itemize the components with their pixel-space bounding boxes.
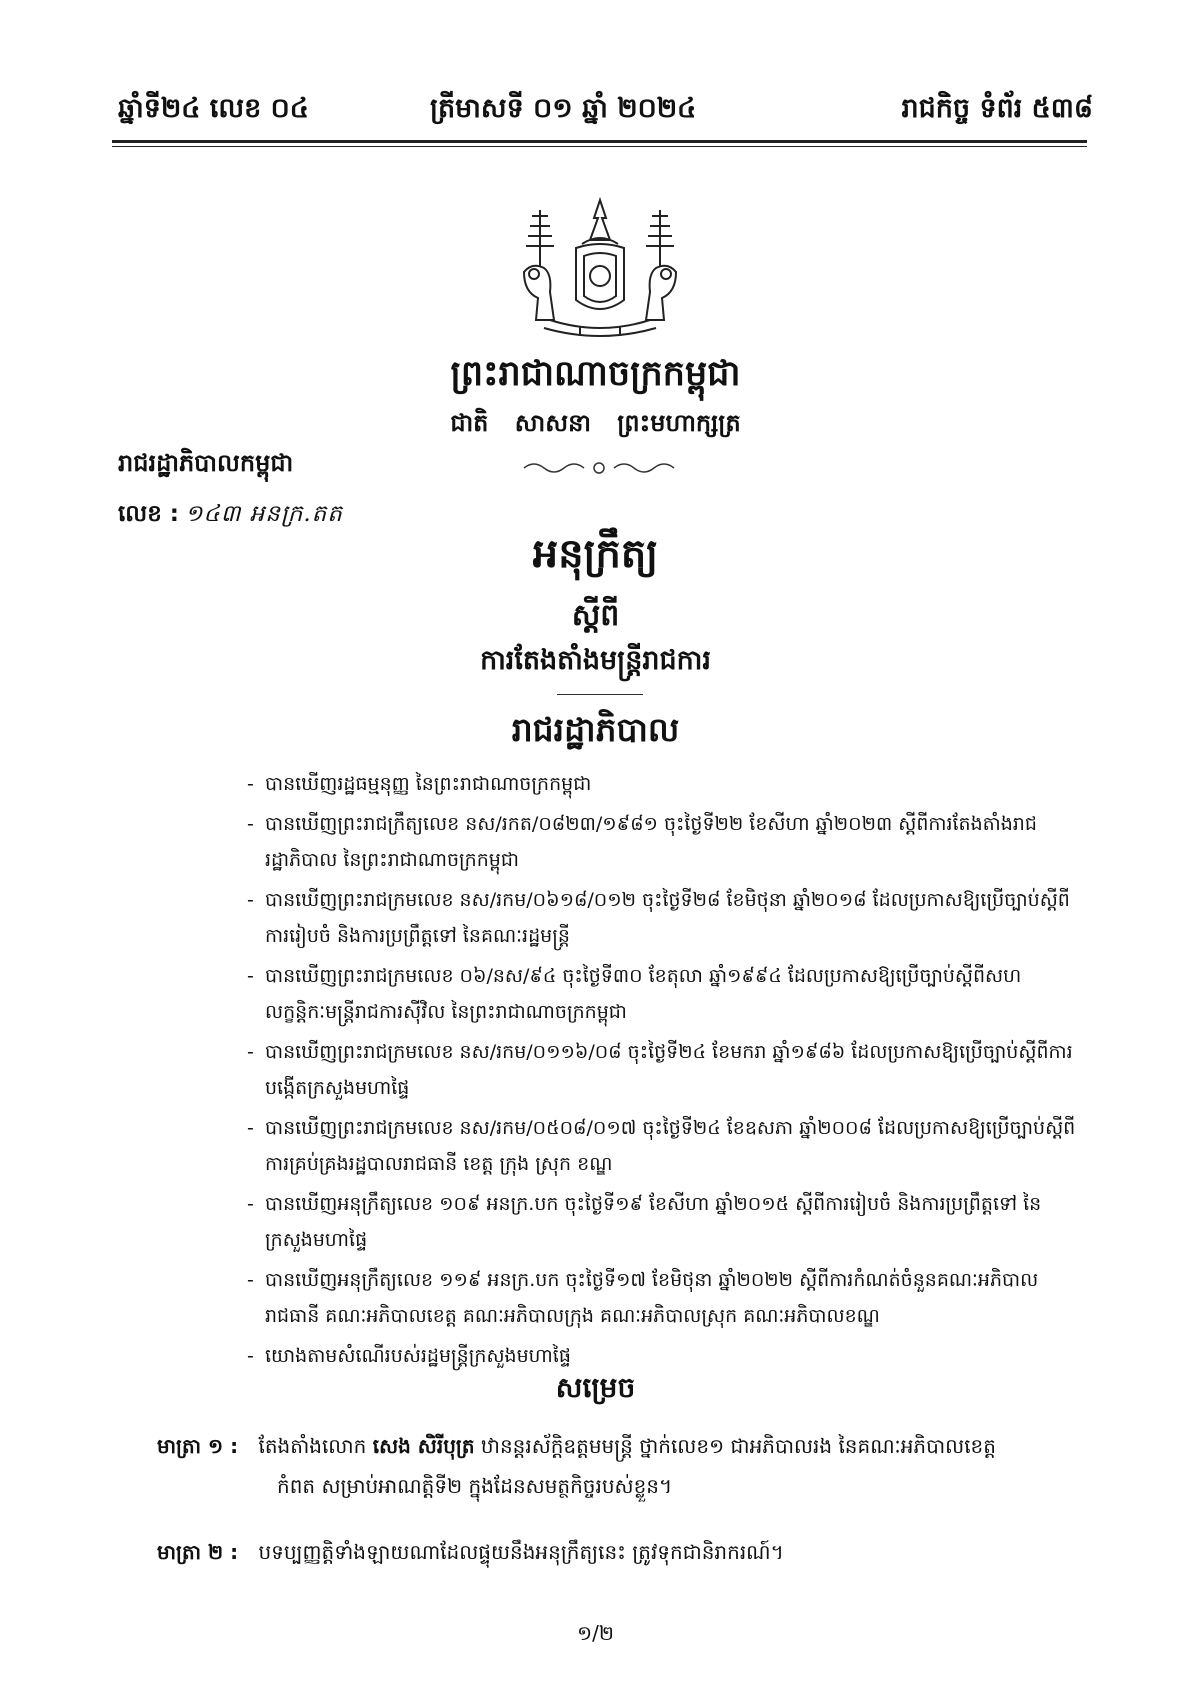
- header-left: ឆ្នាំទី២៤ លេខ ០៤: [118, 93, 309, 124]
- article-1-continuation: កំពត សម្រាប់អាណត្តិទី២ ក្នុងដែនសមត្ថកិច្ចរបស់ខ្លួន។: [277, 1474, 673, 1498]
- consideration-item: - យោងតាមសំណើរបស់រដ្ឋមន្ត្រីក្រសួងមហាផ្ទៃ: [247, 1338, 1077, 1374]
- ornament-divider-icon: [520, 458, 678, 478]
- consideration-item: - បានឃើញព្រះរាជក្រមលេខ នស/រកម/០១១៦/០៨ ចុះថ្ងៃទី២៤ ខែមករា ឆ្នាំ១៩៨៦ ដែលប្រកាសឱ្យប្រើច្បាប់ស្ដីពីការបង្កើតក្រសួងមហាផ្ទៃ: [247, 1034, 1077, 1106]
- regarding-label: ស្ដីពី: [571, 598, 620, 633]
- article-1: [157, 1426, 1087, 1506]
- header-center: ត្រីមាសទី ០១ ឆ្នាំ ២០២៤: [430, 93, 697, 124]
- article-2-text: បទប្បញ្ញត្តិទាំងឡាយណាដែលផ្ទុយនឹងអនុក្រឹត្យនេះ ត្រូវទុកជានិរាករណ៍។: [258, 1540, 784, 1564]
- document-number-label: លេខ :: [118, 501, 180, 527]
- decision-heading: សម្រេច: [555, 1371, 636, 1404]
- consideration-item: - បានឃើញព្រះរាជក្រមលេខ នស/រកម/០៦១៨/០១២ ចុះថ្ងៃទី២៨ ខែមិថុនា ឆ្នាំ២០១៨ ដែលប្រកាសឱ្យប្រើច្បាប់ស្ដីពីការរៀបចំ និងការប្រព្រឹត្តទៅ នៃគណៈរដ្ឋមន្ត្រី: [247, 882, 1077, 954]
- consideration-item: - បានឃើញព្រះរាជក្រឹត្យលេខ នស/រកត/០៨២៣/១៩៨១ ចុះថ្ងៃទី២២ ខែសីហា ឆ្នាំ២០២៣ ស្ដីពីការតែងតាំងរាជរដ្ឋាភិបាល នៃព្រះរាជាណាចក្រកម្ពុជា: [247, 806, 1077, 878]
- article-2-label: មាត្រា ២ :: [157, 1540, 239, 1564]
- article-1-text-before: តែងតាំងលោក: [258, 1434, 367, 1458]
- consideration-item: - បានឃើញព្រះរាជក្រមលេខ នស/រកម/០៥០៨/០១៧ ចុះថ្ងៃទី២៤ ខែឧសភា ឆ្នាំ២០០៨ ដែលប្រកាសឱ្យប្រើច្បាប់ស្ដីពីការគ្រប់គ្រងរដ្ឋបាលរាជធានី ខេត្ត ក្រុង ស្រុក ខណ្ឌ: [247, 1110, 1077, 1182]
- consideration-item: - បានឃើញព្រះរាជក្រមលេខ ០៦/នស/៩៤ ចុះថ្ងៃទី៣០ ខែតុលា ឆ្នាំ១៩៩៤ ដែលប្រកាសឱ្យប្រើច្បាប់ស្ដីពីសហលក្ខន្តិកៈមន្ត្រីរាជការស៊ីវិល នៃព្រះរាជាណាចក្រកម្ពុជា: [247, 958, 1077, 1030]
- document-number-value: ១៤៣ អនក្រ.តត: [185, 501, 343, 527]
- issuing-authority: រាជរដ្ឋាភិបាល: [511, 710, 680, 749]
- consideration-item: - បានឃើញអនុក្រឹត្យលេខ ១១៩ អនក្រ.បក ចុះថ្ងៃទី១៧ ខែមិថុនា ឆ្នាំ២០២២ ស្ដីពីការកំណត់ចំនួនគណៈអភិបាលរាជធានី គណៈអភិបាលខេត្ត គណៈអភិបាលក្រុង គណៈអភិបាលស្រុក គណៈអភិបាលខណ្ឌ: [247, 1262, 1077, 1334]
- document-subject: ការតែងតាំងមន្ត្រីរាជការ: [480, 645, 711, 676]
- header-right: រាជកិច្ច ទំព័រ ៥៣៨: [901, 93, 1093, 124]
- document-type: អនុក្រឹត្យ: [532, 531, 659, 577]
- article-1-text-after: ឋានន្តរស័ក្តិឧត្តមមន្ត្រី ថ្នាក់លេខ១ ជាអភិបាលរង នៃគណៈអភិបាលខេត្ត: [480, 1434, 996, 1458]
- appointee-name: សេង សិរីបុត្រ: [372, 1434, 475, 1458]
- subject-underline: [557, 694, 643, 695]
- considerations-list: [247, 766, 1077, 1378]
- article-1-label: មាត្រា ១ :: [157, 1434, 239, 1458]
- header-rule-thin: [112, 146, 1087, 147]
- article-2: [157, 1532, 1087, 1572]
- header-rule-thick: [112, 140, 1087, 143]
- government-label: រាជរដ្ឋាភិបាលកម្ពុជា: [118, 449, 294, 477]
- article-1-line: [157, 1426, 1087, 1466]
- consideration-item: - បានឃើញអនុក្រឹត្យលេខ ១០៩ អនក្រ.បក ចុះថ្ងៃទី១៩ ខែសីហា ឆ្នាំ២០១៥ ស្ដីពីការរៀបចំ និងការប្រព្រឹត្តទៅ នៃក្រសួងមហាផ្ទៃ: [247, 1186, 1077, 1258]
- consideration-item: - បានឃើញរដ្ឋធម្មនុញ្ញ នៃព្រះរាជាណាចក្រកម្ពុជា: [247, 766, 1077, 802]
- national-motto: ជាតិ សាសនា ព្រះមហាក្សត្រ: [450, 409, 741, 437]
- page-number: ១/២: [576, 1621, 614, 1645]
- royal-coat-of-arms-icon: [510, 196, 690, 344]
- kingdom-title: ព្រះរាជាណាចក្រកម្ពុជា: [450, 354, 741, 394]
